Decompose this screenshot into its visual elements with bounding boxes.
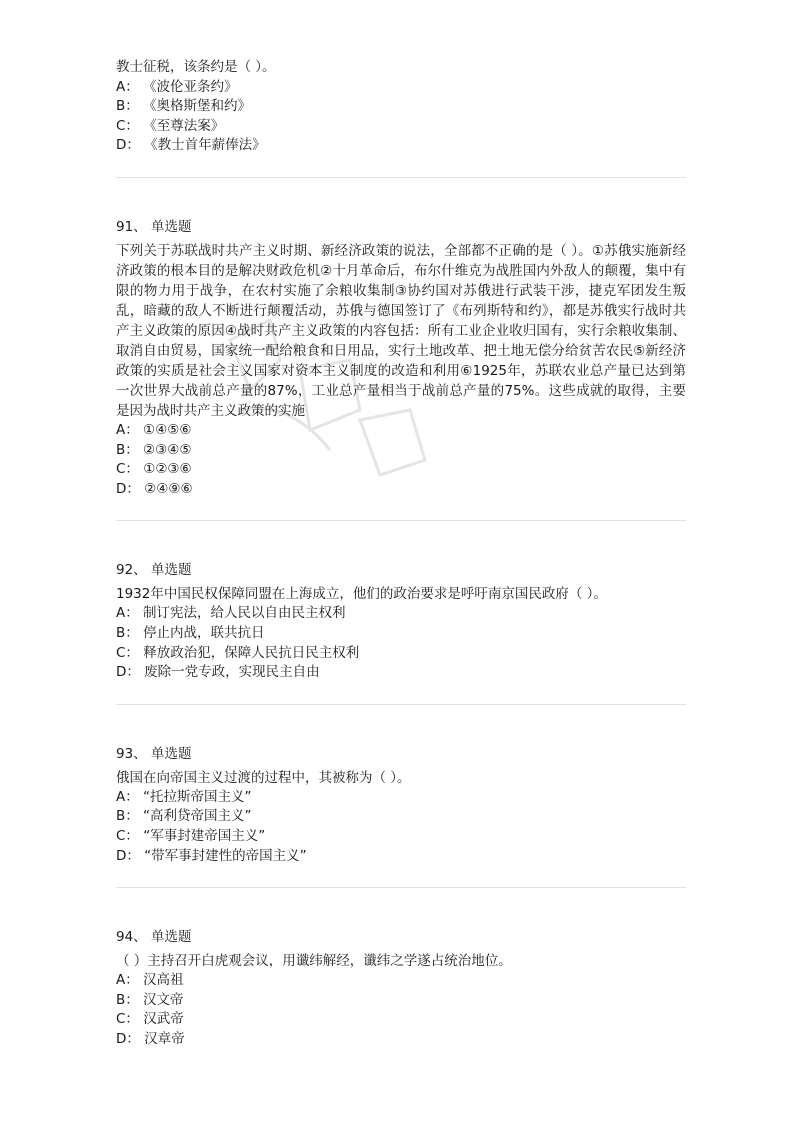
option-a: A： 《波伦亚条约》 — [116, 78, 238, 95]
option-b: B： 停止内战，联共抗日 — [116, 624, 265, 641]
question-header: 94、 单选题 — [116, 929, 192, 946]
option-d: D： 汉章帝 — [116, 1030, 185, 1047]
divider — [116, 704, 686, 705]
option-c: C： 《至尊法案》 — [116, 117, 225, 134]
question-stem: 下列关于苏联战时共产主义时期、新经济政策的说法，全部都不正确的是（ ）。①苏俄实施新经济政策的根本目的是解决财政危机②十月革命后，布尔什维克为战胜国内外敌人的颠覆，集中有限的物力用于战争，在农村实施了余粮收集制③协约国对苏俄进行武装干涉，捷克军团发生叛乱，暗藏的敌人不断进行颠覆活动，苏俄与德国签订了《布列斯特和约》，都是苏俄实行战时共产主义政策的原因④战时共产主义政策的内容包括：所有工业企业收归国有，实行余粮收集制、取消自由贸易，国家统一配给粮食和日用品，实行土地改革、把土地无偿分给贫苦农民⑤新经济政策的实质是社会主义国家对资本主义制度的改造和利用⑥1925年，苏联农业总产量已达到第一次世界大战前总产量的87%，工业总产量相当于战前总产量的75%。这些成就的取得，主要是因为战时共产主义政策的实施 — [116, 242, 686, 419]
option-c: C： 汉武帝 — [116, 1011, 184, 1028]
option-b: B： ②③④⑤ — [116, 441, 192, 458]
question-stem: 教士征税，该条约是（ ）。 — [116, 59, 276, 75]
question-stem: 1932年中国民权保障同盟在上海成立，他们的政治要求是呼吁南京国民政府（ ）。 — [116, 586, 607, 603]
option-b: B： 汉文帝 — [116, 991, 184, 1008]
option-a: A： 制订宪法，给人民以自由民主权利 — [116, 605, 346, 622]
question-stem: （ ）主持召开白虎观会议，用谶纬解经，谶纬之学遂占统治地位。 — [116, 953, 512, 970]
divider — [116, 177, 686, 178]
divider — [116, 887, 686, 888]
question-92 — [116, 560, 686, 682]
option-d: D： “带军事封建性的帝国主义” — [116, 847, 307, 864]
question-header: 91、 单选题 — [116, 218, 192, 235]
option-d: D： 废除一党专政，实现民主自由 — [116, 664, 320, 681]
question-91 — [116, 217, 686, 499]
option-c: C： ①②③⑥ — [116, 461, 192, 478]
document-page — [116, 58, 686, 1049]
question-93 — [116, 744, 686, 866]
question-header: 93、 单选题 — [116, 745, 192, 762]
option-d: D： ②④⑨⑥ — [116, 480, 193, 497]
option-a: A： ①④⑤⑥ — [116, 421, 192, 438]
option-a: A： “托拉斯帝国主义” — [116, 788, 252, 805]
option-a: A： 汉高祖 — [116, 972, 184, 989]
question-header: 92、 单选题 — [116, 562, 192, 579]
option-c: C： “军事封建帝国主义” — [116, 827, 266, 844]
option-b: B： 《奥格斯堡和约》 — [116, 98, 252, 115]
option-c: C： 释放政治犯，保障人民抗日民主权利 — [116, 644, 360, 661]
question-stem: 俄国在向帝国主义过渡的过程中，其被称为（ ）。 — [116, 769, 411, 786]
question-94 — [116, 927, 686, 1049]
option-d: D： 《教士首年薪俸法》 — [116, 137, 266, 154]
option-b: B： “高利贷帝国主义” — [116, 808, 252, 825]
divider — [116, 520, 686, 521]
question-90 — [116, 58, 686, 156]
